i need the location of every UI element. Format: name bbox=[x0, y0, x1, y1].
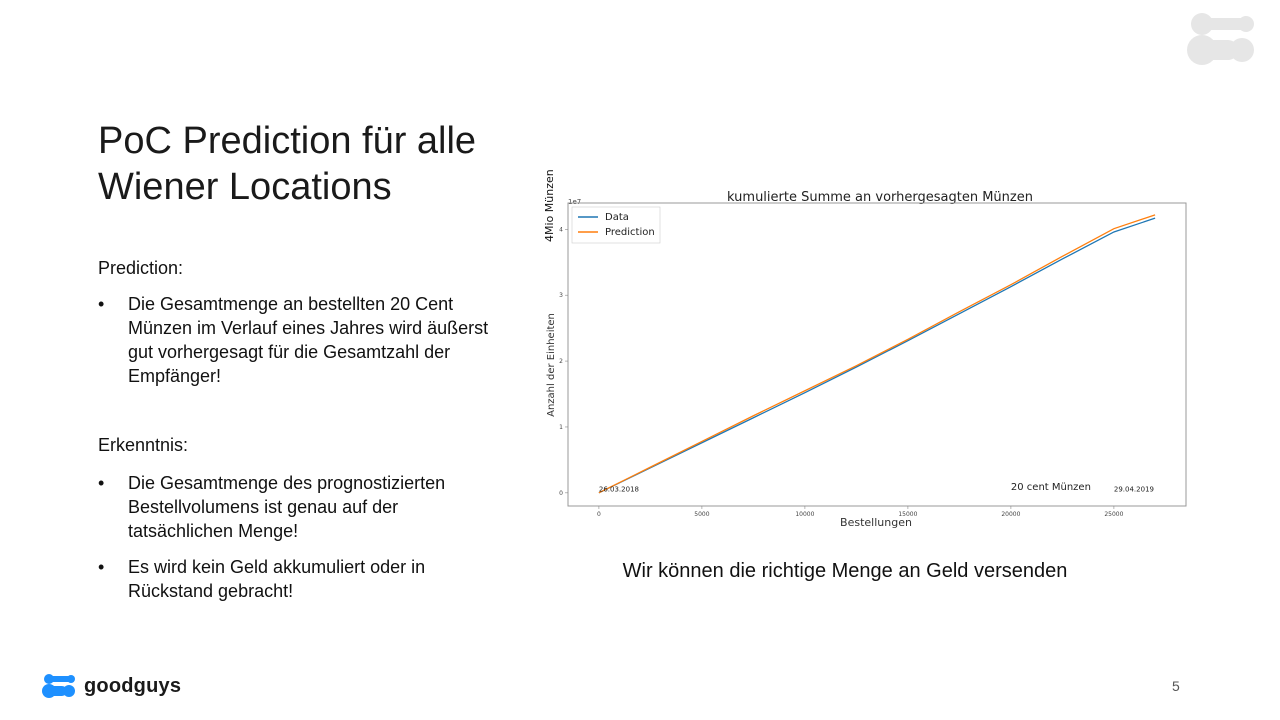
chart-caption: Wir können die richtige Menge an Geld versenden bbox=[622, 560, 1068, 582]
insight-label: Erkenntnis: bbox=[98, 435, 189, 455]
footer-logo bbox=[40, 672, 181, 700]
goodguys-logo-icon bbox=[40, 672, 78, 700]
insight-bullets bbox=[98, 471, 498, 615]
chart-annotation: 26.03.2018 bbox=[598, 485, 639, 494]
x-tick-label: 15000 bbox=[898, 511, 918, 518]
y-tick-label: 2 bbox=[559, 358, 563, 366]
x-tick-label: 10000 bbox=[795, 511, 815, 518]
chart-annotation: 20 cent Münzen bbox=[1010, 482, 1091, 494]
title-line-1: PoC Prediction für alle bbox=[98, 120, 477, 162]
x-tick-label: 0 bbox=[596, 511, 601, 518]
y-axis-ticks bbox=[559, 226, 568, 496]
legend-label-data: Data bbox=[605, 212, 629, 223]
x-tick-label: 25000 bbox=[1104, 511, 1124, 518]
chart-annotation: 29.04.2019 bbox=[1113, 485, 1154, 494]
y-tick-label: 0 bbox=[559, 489, 563, 497]
bullet-item: • Es wird kein Geld akkumuliert oder in Rückstand gebracht! bbox=[98, 555, 498, 603]
page-number: 5 bbox=[1172, 678, 1180, 694]
chart-x-label: Bestellungen bbox=[840, 516, 912, 529]
chart-container bbox=[540, 160, 1200, 540]
y-tick-label: 3 bbox=[559, 292, 563, 300]
chart-scale-label: 1e7 bbox=[568, 198, 582, 206]
prediction-bullets bbox=[98, 292, 498, 400]
y-tick-label: 1 bbox=[559, 423, 563, 431]
chart-legend bbox=[572, 207, 660, 243]
bullet-item: • Die Gesamtmenge des prognostizierten Bestellvolumens ist genau auf der tatsächlichen Menge! bbox=[98, 471, 498, 543]
legend-label-prediction: Prediction bbox=[605, 227, 655, 238]
chart-y-label: Anzahl der Einheiten bbox=[546, 313, 557, 417]
cumulative-coins-chart bbox=[540, 160, 1200, 540]
prediction-label: Prediction: bbox=[98, 258, 184, 278]
y-tick-label: 4 bbox=[559, 226, 563, 234]
chart-annotations bbox=[599, 482, 1154, 493]
x-tick-label: 20000 bbox=[1001, 511, 1021, 518]
x-tick-label: 5000 bbox=[694, 511, 710, 518]
brand-name: goodguys bbox=[84, 674, 182, 697]
chart-y-annotation: 4Mio Münzen bbox=[543, 169, 556, 242]
chart-title: kumulierte Summe an vorhergesagten Münzen bbox=[727, 190, 1033, 205]
title-line-2: Wiener Locations bbox=[98, 166, 392, 208]
slide-title bbox=[98, 118, 518, 210]
bullet-item: • Die Gesamtmenge an bestellten 20 Cent Münzen im Verlauf eines Jahres wird äußerst gut vorhergesagt für die Gesamtzahl der Empfänger! bbox=[98, 292, 498, 388]
chart-series bbox=[599, 215, 1155, 493]
series-line-prediction bbox=[599, 215, 1155, 493]
brand-mark-icon bbox=[1180, 10, 1260, 70]
